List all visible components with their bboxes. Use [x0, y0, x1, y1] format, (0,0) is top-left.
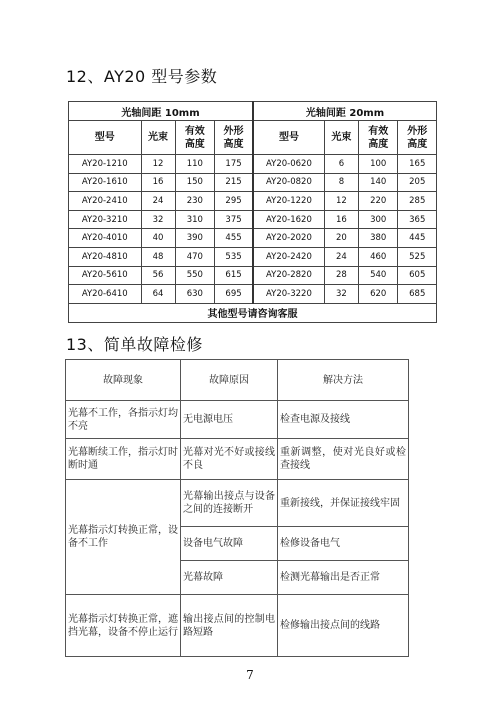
beam-cell: 40	[141, 229, 175, 248]
section-12-title: 12、AY20 型号参数	[66, 67, 218, 86]
effective-height-cell: 310	[175, 210, 215, 229]
beam-cell: 8	[324, 173, 358, 192]
effective-height-cell: 620	[358, 285, 398, 304]
solution-cell: 检测光幕输出是否正常	[278, 561, 409, 595]
beam-cell: 48	[141, 247, 175, 266]
col-header-outer-height: 外形 高度	[398, 121, 437, 155]
beam-cell: 28	[324, 266, 358, 285]
model-cell: AY20-2410	[69, 192, 142, 211]
model-cell: AY20-2020	[253, 229, 324, 248]
cause-cell: 设备电气故障	[181, 527, 278, 561]
col-header-model: 型号	[253, 121, 324, 155]
symptom-cell: 光幕指示灯转换正常，设备不工作	[66, 480, 181, 595]
table-row	[69, 210, 437, 229]
solution-cell: 重新调整，使对光良好或检查接线	[278, 439, 409, 480]
symptom-cell: 光幕指示灯转换正常，遮挡光幕，设备不停止运行	[66, 595, 181, 657]
col-header-effective-height: 有效 高度	[175, 121, 215, 155]
beam-cell: 6	[324, 155, 358, 174]
model-cell: AY20-0820	[253, 173, 324, 192]
outer-height-cell: 525	[398, 247, 437, 266]
outer-height-cell: 445	[398, 229, 437, 248]
col-header-cause: 故障原因	[181, 360, 278, 401]
outer-height-cell: 365	[398, 210, 437, 229]
section-13-title: 13、简单故障检修	[66, 335, 203, 354]
model-cell: AY20-3220	[253, 285, 324, 304]
outer-height-cell: 205	[398, 173, 437, 192]
effective-height-cell: 630	[175, 285, 215, 304]
beam-cell: 64	[141, 285, 175, 304]
beam-cell: 24	[141, 192, 175, 211]
beam-cell: 16	[324, 210, 358, 229]
effective-height-cell: 460	[358, 247, 398, 266]
col-header-solution: 解决方法	[278, 360, 409, 401]
table-row	[69, 155, 437, 174]
model-cell: AY20-4810	[69, 247, 142, 266]
effective-height-cell: 390	[175, 229, 215, 248]
beam-cell: 20	[324, 229, 358, 248]
effective-height-cell: 380	[358, 229, 398, 248]
effective-height-cell: 550	[175, 266, 215, 285]
beam-cell: 32	[141, 210, 175, 229]
outer-height-cell: 175	[215, 155, 253, 174]
beam-cell: 12	[324, 192, 358, 211]
col-header-beam: 光束	[324, 121, 358, 155]
troubleshooting-table	[65, 359, 409, 657]
col-header-outer-height: 外形 高度	[215, 121, 253, 155]
solution-cell: 检查电源及接线	[278, 401, 409, 439]
outer-height-cell: 285	[398, 192, 437, 211]
solution-cell: 重新接线，并保证接线牢固	[278, 480, 409, 527]
beam-cell: 24	[324, 247, 358, 266]
effective-height-cell: 540	[358, 266, 398, 285]
outer-height-cell: 535	[215, 247, 253, 266]
model-cell: AY20-0620	[253, 155, 324, 174]
effective-height-cell: 100	[358, 155, 398, 174]
effective-height-cell: 300	[358, 210, 398, 229]
symptom-cell: 光幕断续工作，指示灯时断时通	[66, 439, 181, 480]
effective-height-cell: 470	[175, 247, 215, 266]
outer-height-cell: 685	[398, 285, 437, 304]
model-cell: AY20-1620	[253, 210, 324, 229]
outer-height-cell: 295	[215, 192, 253, 211]
outer-height-cell: 455	[215, 229, 253, 248]
cause-cell: 光幕输出接点与设备之间的连接断开	[181, 480, 278, 527]
effective-height-cell: 230	[175, 192, 215, 211]
model-cell: AY20-2420	[253, 247, 324, 266]
outer-height-cell: 375	[215, 210, 253, 229]
table-footer-note: 其他型号请咨询客服	[69, 303, 437, 322]
cause-cell: 光幕对光不好或接线不良	[181, 439, 278, 480]
outer-height-cell: 215	[215, 173, 253, 192]
model-cell: AY20-4010	[69, 229, 142, 248]
page-number: 7	[246, 668, 254, 682]
effective-height-cell: 220	[358, 192, 398, 211]
table-row	[69, 266, 437, 285]
cause-cell: 输出接点间的控制电路短路	[181, 595, 278, 657]
effective-height-cell: 140	[358, 173, 398, 192]
outer-height-cell: 695	[215, 285, 253, 304]
group-header-20mm: 光轴间距 20mm	[253, 102, 436, 121]
solution-cell: 检修设备电气	[278, 527, 409, 561]
model-cell: AY20-3210	[69, 210, 142, 229]
cause-cell: 光幕故障	[181, 561, 278, 595]
col-header-beam: 光束	[141, 121, 175, 155]
effective-height-cell: 110	[175, 155, 215, 174]
symptom-cell: 光幕不工作，各指示灯均不亮	[66, 401, 181, 439]
beam-cell: 32	[324, 285, 358, 304]
table-row	[69, 247, 437, 266]
effective-height-cell: 150	[175, 173, 215, 192]
model-cell: AY20-5610	[69, 266, 142, 285]
outer-height-cell: 615	[215, 266, 253, 285]
model-cell: AY20-1610	[69, 173, 142, 192]
col-header-symptom: 故障现象	[66, 360, 181, 401]
model-parameters-table	[68, 101, 437, 323]
table-row	[69, 192, 437, 211]
model-cell: AY20-1210	[69, 155, 142, 174]
model-cell: AY20-2820	[253, 266, 324, 285]
model-cell: AY20-1220	[253, 192, 324, 211]
table-row	[69, 229, 437, 248]
solution-cell: 检修输出接点间的线路	[278, 595, 409, 657]
beam-cell: 56	[141, 266, 175, 285]
table-row	[69, 285, 437, 304]
group-header-10mm: 光轴间距 10mm	[69, 102, 254, 121]
beam-cell: 16	[141, 173, 175, 192]
beam-cell: 12	[141, 155, 175, 174]
col-header-effective-height: 有效 高度	[358, 121, 398, 155]
outer-height-cell: 605	[398, 266, 437, 285]
table-row	[69, 173, 437, 192]
model-cell: AY20-6410	[69, 285, 142, 304]
col-header-model: 型号	[69, 121, 142, 155]
cause-cell: 无电源电压	[181, 401, 278, 439]
outer-height-cell: 165	[398, 155, 437, 174]
